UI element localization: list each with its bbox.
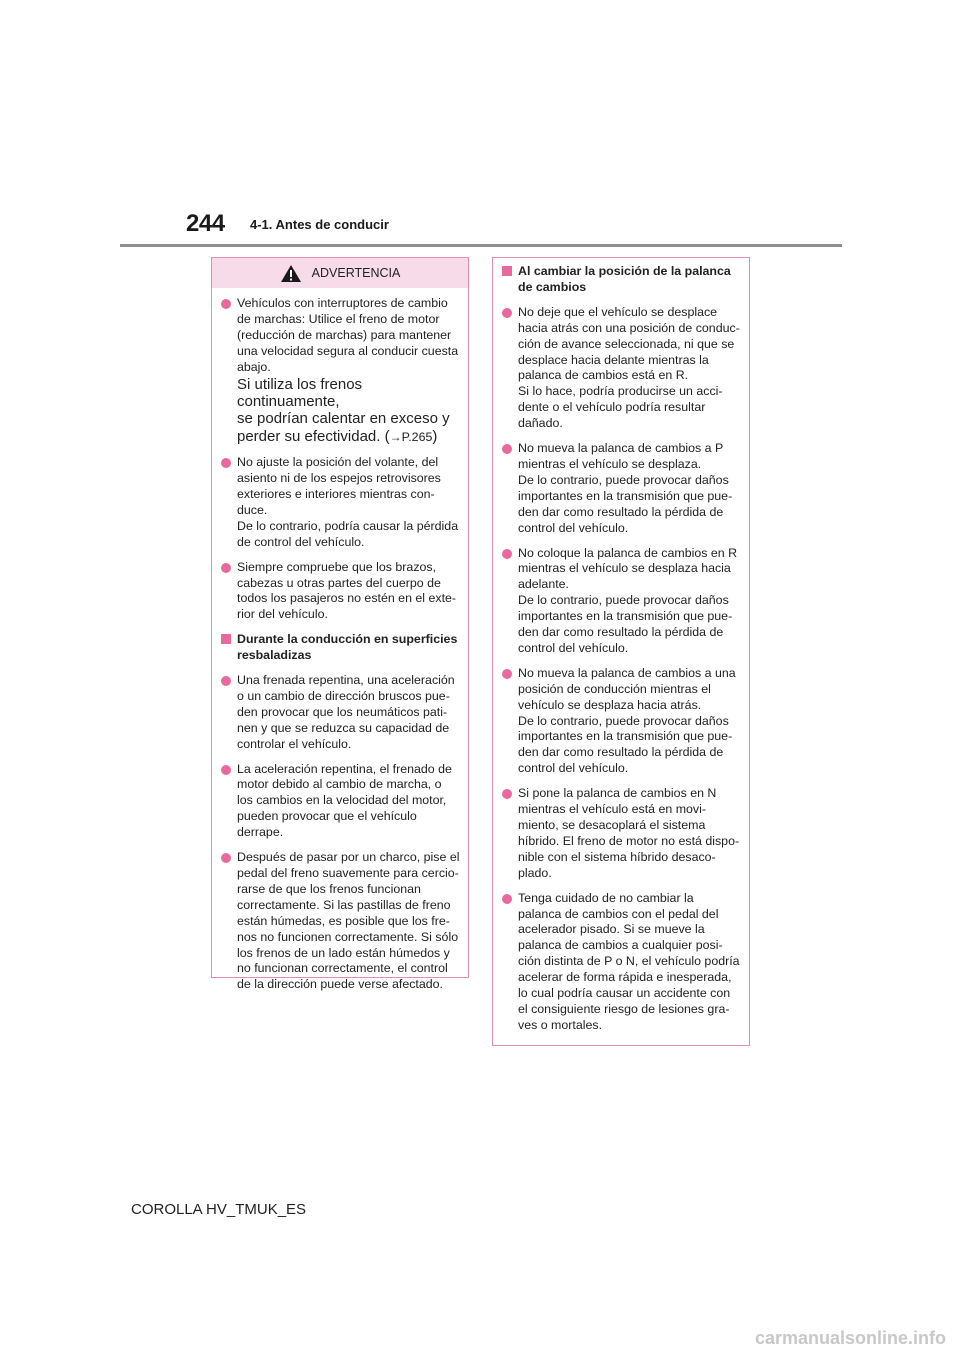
bullet-icon	[502, 669, 512, 679]
warning-item	[220, 455, 460, 550]
item-text: No coloque la palanca de cambios en R mientras el vehículo se desplaza hacia adelante. De lo contrario, puede provocar daños importantes en la transmisión que pue- den dar como resultado la pérdida de control del vehículo.	[518, 545, 738, 655]
item-text: Después de pasar por un charco, pise el pedal del freno suavemente para cercio- rarse de que los frenos funcionan correctamente. Si las pastillas de freno están húmedas, es posible que los fre- nos no funcionen correctamente. Si sólo los frenos de un lado están húmedos y no funcionan correctamente, el control de la dirección puede verse afectado.	[237, 850, 460, 992]
bullet-icon	[221, 458, 231, 468]
warning-box-left	[211, 257, 469, 992]
item-text: La aceleración repentina, el frenado de motor debido al cambio de marcha, o los cambios en la velocidad del motor, pueden provocar que el vehículo derrape.	[237, 761, 452, 840]
item-text-large: Si utiliza los frenos continuamente, se podrían calentar en exceso y perder su efectividad. (→P.265)	[237, 375, 450, 445]
warning-title: ADVERTENCIA	[311, 266, 401, 280]
square-bullet-icon	[502, 266, 512, 276]
warning-subheading	[501, 264, 741, 296]
section-title: 4-1. Antes de conducir	[250, 217, 389, 232]
bullet-icon	[502, 789, 512, 799]
warning-item	[220, 673, 460, 753]
item-text: Si pone la palanca de cambios en N mientras el vehículo está en movi- miento, se desacoplará el sistema híbrido. El freno de motor no está dispo- nible con el sistema híbrido desaco- plado.	[518, 786, 740, 880]
warning-item	[220, 850, 460, 993]
warning-triangle-icon	[280, 264, 302, 283]
square-bullet-icon	[221, 634, 231, 644]
warning-item	[501, 305, 741, 432]
item-text: No mueva la palanca de cambios a P mientras el vehículo se desplaza. De lo contrario, puede provocar daños importantes en la transmisión que pue- den dar como resultado la pérdida de control del vehículo.	[518, 441, 733, 535]
bullet-icon	[221, 299, 231, 309]
warning-item	[501, 786, 741, 881]
item-text: No mueva la palanca de cambios a una posición de conducción mientras el vehículo se desplaza hacia atrás. De lo contrario, puede provocar daños importantes en la transmisión que pue- den dar como resultado la pérdida de control del vehículo.	[518, 665, 736, 776]
item-text: Vehículos con interruptores de cambio de marchas: Utilice el freno de motor (reducción de marchas) para mantener una velocidad segura al conducir cuesta abajo.	[237, 296, 459, 374]
bullet-icon	[502, 894, 512, 904]
page-reference[interactable]: P.265	[401, 429, 433, 444]
bullet-icon	[221, 765, 231, 775]
item-text: Tenga cuidado de no cambiar la palanca de cambios con el pedal del acelerador pisado. Si se mueve la palanca de cambios a cualquier posi- ción distinta de P o N, el vehículo podría acelerar de forma rápida e inesperada, lo cual podría causar un accidente con el consiguiente riesgo de lesiones gra- ves o mortales.	[518, 890, 740, 1032]
subheading-text: Al cambiar la posición de la palanca de cambios	[518, 264, 731, 294]
warning-item	[220, 296, 460, 446]
warning-item	[501, 546, 741, 657]
bullet-icon	[221, 563, 231, 573]
warning-item	[501, 441, 741, 536]
watermark: carmanualsonline.info	[754, 1328, 946, 1348]
arrow-right-icon: →	[389, 429, 402, 444]
warning-item	[501, 666, 741, 777]
warning-item	[220, 762, 460, 842]
page-number: 244	[186, 210, 225, 237]
warning-item	[220, 560, 460, 624]
item-text: Siempre compruebe que los brazos, cabezas u otras partes del cuerpo de todos los pasajeros no estén en el exte- rior del vehículo.	[237, 559, 457, 622]
warning-box-right	[492, 257, 750, 1046]
warning-subheading	[220, 632, 460, 664]
bullet-icon	[502, 444, 512, 454]
item-text: Una frenada repentina, una aceleración o un cambio de dirección bruscos pue- den provocar que los neumáticos pati- nen y que se reduzca su capacidad de controlar el vehículo.	[237, 673, 455, 751]
item-text: No deje que el vehículo se desplace hacia atrás con una posición de conduc- ción de avance seleccionada, ni que se desplace hacia delante mientras la palanca de cambios está en R. Si lo hace, podría producirse un acci- dente o el vehículo podría resultar dañado.	[518, 304, 740, 431]
header-rule	[120, 244, 842, 247]
bullet-icon	[221, 853, 231, 863]
bullet-icon	[221, 676, 231, 686]
subheading-text: Durante la conducción en superficies resbaladizas	[237, 632, 458, 663]
bullet-icon	[502, 308, 512, 318]
bullet-icon	[502, 549, 512, 559]
warning-item	[501, 891, 741, 1034]
warning-header	[212, 258, 468, 288]
item-text: No ajuste la posición del volante, del asiento ni de los espejos retrovisores exteriores e interiores mientras con- duce. De lo contrario, podría causar la pérdida de control del vehículo.	[237, 455, 459, 549]
footer-model: COROLLA HV_TMUK_ES	[131, 1201, 307, 1218]
